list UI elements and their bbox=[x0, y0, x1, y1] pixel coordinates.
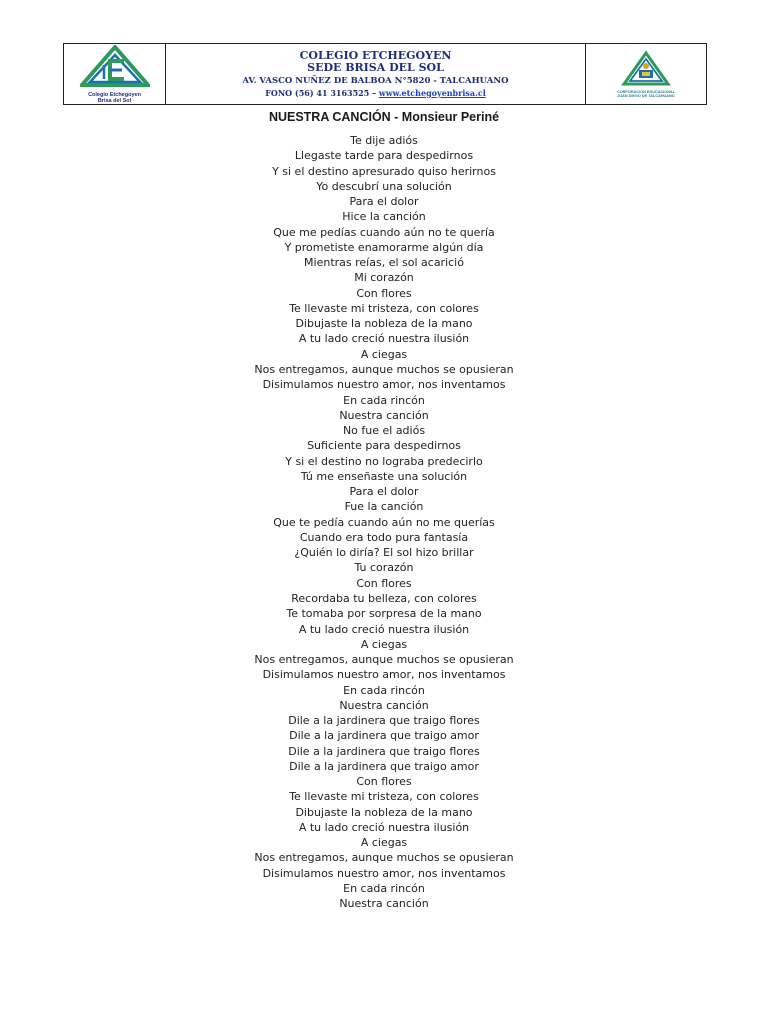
lyric-line: A tu lado creció nuestra ilusión bbox=[298, 622, 470, 636]
lyric-line: A ciegas bbox=[360, 637, 408, 651]
song-lyrics bbox=[0, 133, 768, 912]
school-sede: SEDE BRISA DEL SOL bbox=[307, 60, 444, 74]
lyric-line: Fue la canción bbox=[344, 500, 424, 514]
lyric-line: Yo descubrí una solución bbox=[316, 179, 452, 193]
logo-caption-line-1: Colegio Etchegoyen bbox=[88, 91, 141, 98]
song-title: NUESTRA CANCIÓN - Monsieur Periné bbox=[268, 110, 500, 124]
school-info bbox=[166, 44, 585, 104]
left-logo-cell bbox=[64, 44, 166, 104]
lyric-line: En cada rincón bbox=[343, 882, 425, 896]
lyric-line: Dile a la jardinera que traigo amor bbox=[289, 759, 479, 773]
lyric-line: Con flores bbox=[356, 576, 412, 590]
lyric-line: Disimulamos nuestro amor, nos inventamos bbox=[262, 378, 506, 392]
school-header bbox=[63, 43, 707, 105]
lyric-line: Mientras reías, el sol acarició bbox=[304, 256, 464, 270]
lyric-line: Con flores bbox=[356, 775, 412, 789]
corporation-logo bbox=[617, 50, 675, 99]
lyric-line: Dibujaste la nobleza de la mano bbox=[295, 805, 473, 819]
lyric-line: Disimulamos nuestro amor, nos inventamos bbox=[262, 668, 506, 682]
corp-caption-line-1: CORPORACION EDUCACIONAL bbox=[616, 89, 675, 94]
lyric-line: Nuestra canción bbox=[339, 408, 429, 422]
lyric-line: Llegaste tarde para despedirnos bbox=[294, 149, 474, 163]
lyric-line: Cuando era todo pura fantasía bbox=[299, 530, 469, 544]
corporation-logo-caption bbox=[617, 90, 675, 99]
corp-caption-line-2: JUAN DIEGO DE TALCAHUANO bbox=[617, 94, 675, 98]
lyric-line: Y si el destino no lograba predecirlo bbox=[285, 454, 483, 468]
logo-caption-line-2: Brisa del Sol bbox=[97, 97, 132, 104]
school-logo-caption bbox=[88, 92, 141, 104]
school-logo bbox=[80, 45, 150, 104]
lyric-line: A ciegas bbox=[360, 836, 408, 850]
lyric-line: Nos entregamos, aunque muchos se opusieran bbox=[254, 362, 514, 376]
lyric-line: Nuestra canción bbox=[339, 698, 429, 712]
lyric-line: A tu lado creció nuestra ilusión bbox=[298, 820, 470, 834]
lyric-line: Para el dolor bbox=[349, 195, 419, 209]
school-website-link[interactable]: www.etchegoyenbrisa.cl bbox=[378, 87, 486, 98]
lyric-line: Para el dolor bbox=[349, 485, 419, 499]
lyric-line: Recordaba tu belleza, con colores bbox=[291, 591, 477, 605]
corporation-logo-icon bbox=[621, 50, 671, 90]
lyric-line: Dile a la jardinera que traigo amor bbox=[289, 729, 479, 743]
lyric-line: Y prometiste enamorarme algún día bbox=[284, 240, 484, 254]
school-logo-icon bbox=[80, 45, 150, 91]
lyric-line: Te llevaste mi tristeza, con colores bbox=[289, 790, 479, 804]
lyric-line: Nos entregamos, aunque muchos se opusieran bbox=[254, 851, 514, 865]
right-logo-cell bbox=[585, 44, 706, 104]
school-name: COLEGIO ETCHEGOYEN bbox=[299, 48, 452, 62]
lyric-line: Mi corazón bbox=[354, 271, 414, 285]
lyric-line: Te dije adiós bbox=[350, 134, 418, 147]
school-address: AV. VASCO NUÑEZ DE BALBOA N°5820 - TALCAHUANO bbox=[242, 75, 509, 86]
lyric-line: En cada rincón bbox=[343, 683, 425, 697]
lyric-line: Nuestra canción bbox=[339, 897, 429, 911]
lyric-line: Dile a la jardinera que traigo flores bbox=[288, 744, 480, 758]
lyric-line: Que me pedías cuando aún no te quería bbox=[273, 225, 495, 239]
lyric-line: En cada rincón bbox=[343, 393, 425, 407]
lyric-line: Te tomaba por sorpresa de la mano bbox=[286, 607, 482, 621]
lyric-line: Hice la canción bbox=[342, 210, 426, 224]
lyric-line: Dibujaste la nobleza de la mano bbox=[295, 317, 473, 331]
lyric-line: Dile a la jardinera que traigo flores bbox=[288, 714, 480, 728]
lyric-line: A tu lado creció nuestra ilusión bbox=[298, 332, 470, 346]
lyric-line: No fue el adiós bbox=[342, 424, 426, 438]
lyric-line: Que te pedía cuando aún no me querías bbox=[273, 515, 495, 529]
school-contact bbox=[265, 87, 486, 99]
lyric-line: A ciegas bbox=[360, 347, 408, 361]
lyric-line: Y si el destino apresurado quiso herirnos bbox=[272, 164, 496, 178]
lyric-line: Tú me enseñaste una solución bbox=[300, 469, 468, 483]
lyric-line: ¿Quién lo diría? El sol hizo brillar bbox=[294, 546, 474, 560]
lyric-line: Suficiente para despedirnos bbox=[307, 439, 461, 453]
lyric-line: Disimulamos nuestro amor, nos inventamos bbox=[262, 866, 506, 880]
lyric-line: Tu corazón bbox=[354, 561, 414, 575]
lyric-line: Te llevaste mi tristeza, con colores bbox=[289, 301, 479, 315]
school-phone: FONO (56) 41 3163525 – bbox=[265, 87, 379, 98]
lyric-line: Con flores bbox=[356, 286, 412, 300]
lyric-line: Nos entregamos, aunque muchos se opusieran bbox=[254, 653, 514, 667]
